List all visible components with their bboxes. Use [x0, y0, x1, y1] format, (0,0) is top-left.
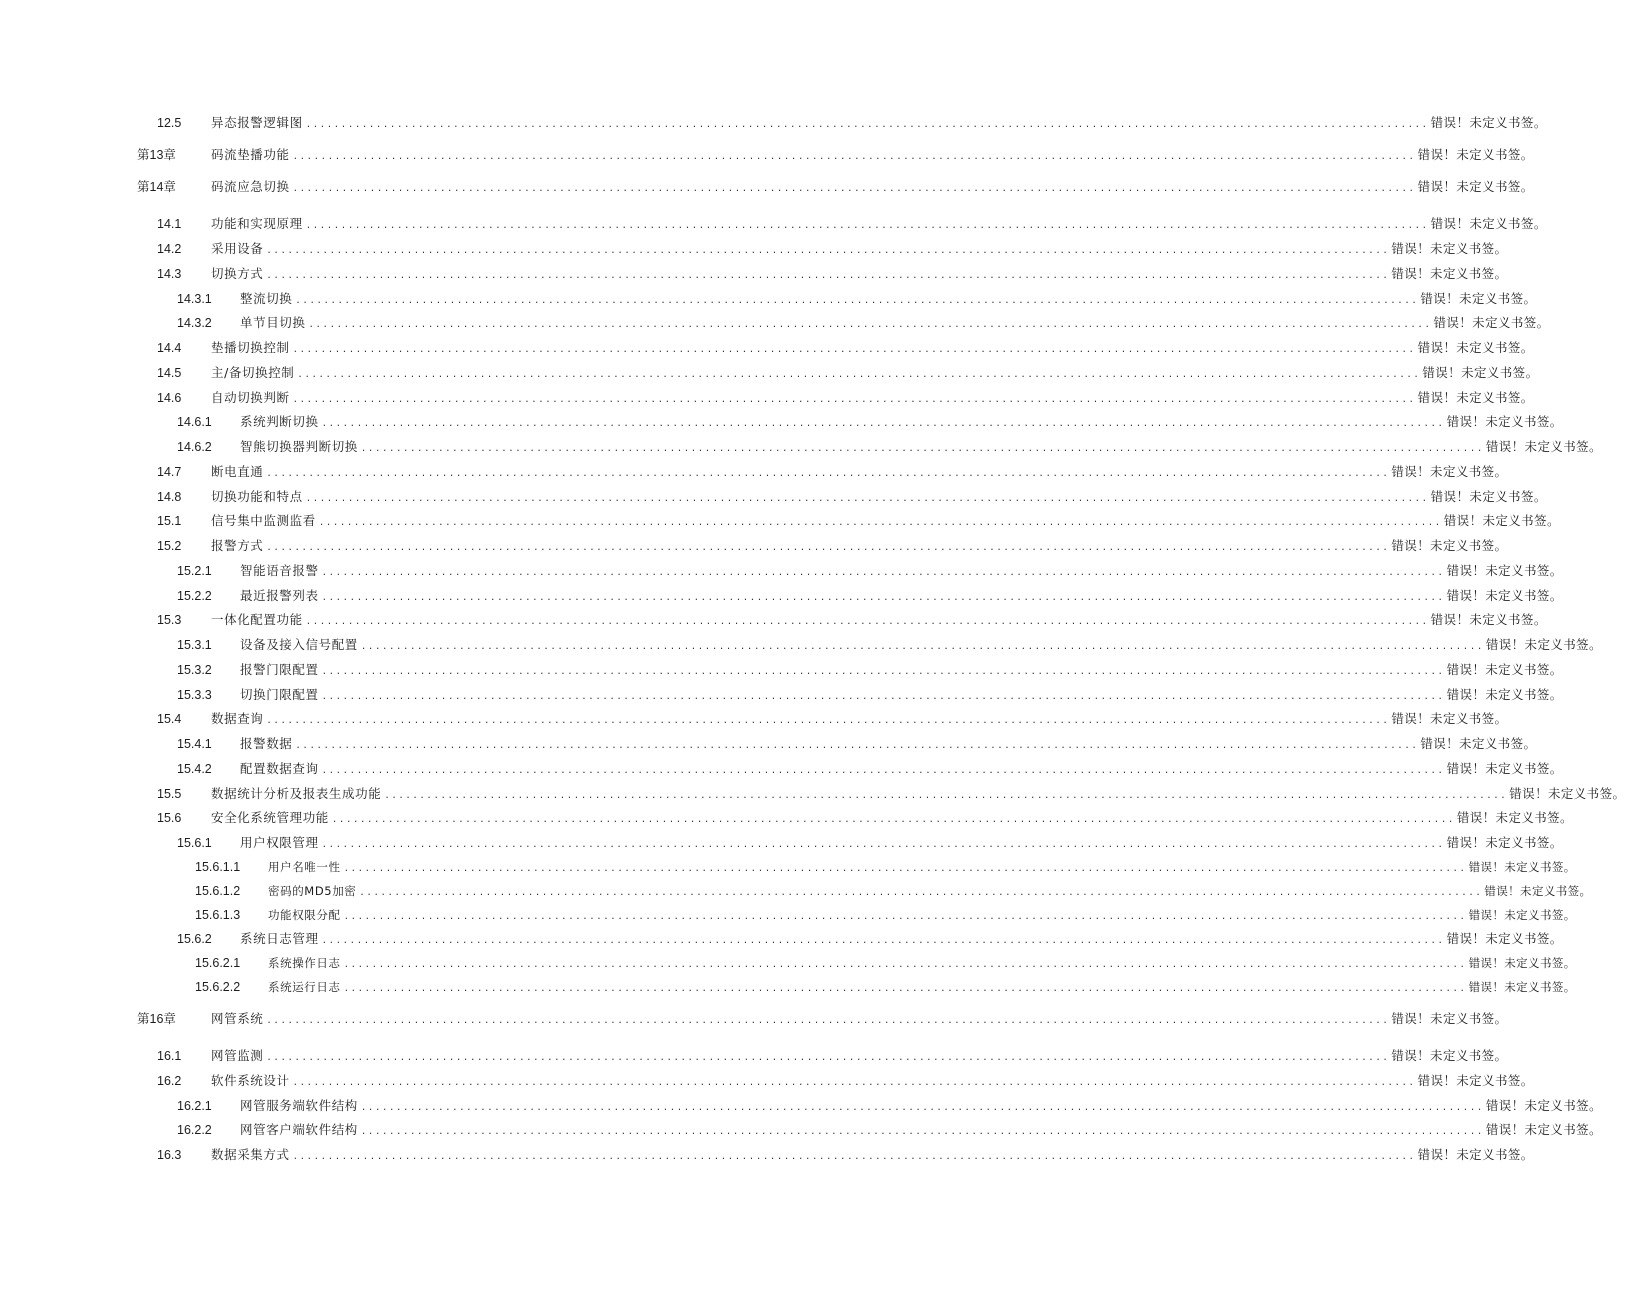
toc-entry[interactable]	[157, 388, 1534, 408]
toc-entry-page-ref: 错误！未定义书签。	[1446, 761, 1563, 776]
toc-entry[interactable]	[157, 511, 1560, 531]
toc-entry-title: 整流切换	[240, 291, 293, 306]
toc-entry-number: 14.6	[157, 391, 182, 405]
toc-entry-number: 14.6.2	[177, 440, 212, 454]
toc-entry-page-ref: 错误！未定义书签。	[1446, 563, 1563, 578]
toc-entry[interactable]	[157, 784, 1625, 804]
toc-entry[interactable]	[177, 1096, 1602, 1116]
toc-entry-page-ref: 错误！未定义书签。	[1446, 588, 1563, 603]
toc-entry-page-ref: 错误！未定义书签。	[1484, 884, 1592, 898]
toc-entry-page-ref: 错误！未定义书签。	[1446, 835, 1563, 850]
toc-entry-number: 16.2.2	[177, 1123, 212, 1137]
toc-entry-page-ref: 错误！未定义书签。	[1420, 291, 1537, 306]
toc-entry-number: 15.4	[157, 712, 182, 726]
toc-entry[interactable]	[177, 660, 1563, 680]
toc-entry-page-ref: 错误！未定义书签。	[1443, 513, 1560, 528]
toc-dot-leader: ................................................................................................................................................................	[292, 152, 1416, 162]
toc-entry-page-ref: 错误！未定义书签。	[1446, 414, 1563, 429]
toc-dot-leader: ................................................................................................................................................................	[321, 593, 1445, 603]
toc-entry-title: 网管客户端软件结构	[240, 1122, 358, 1137]
toc-entry-page-ref: 错误！未定义书签。	[1468, 860, 1576, 874]
toc-entry[interactable]	[177, 759, 1563, 779]
toc-entry-page-ref: 错误！未定义书签。	[1468, 908, 1576, 922]
toc-entry[interactable]	[157, 363, 1539, 383]
toc-entry-page-ref: 错误！未定义书签。	[1430, 489, 1547, 504]
toc-entry-title: 网管监测	[211, 1048, 264, 1063]
toc-entry-number: 14.5	[157, 366, 182, 380]
toc-entry-title: 功能和实现原理	[211, 216, 303, 231]
toc-entry-title: 报警门限配置	[240, 662, 319, 677]
toc-entry-title: 密码的MD5加密	[268, 884, 357, 898]
toc-entry-title: 报警方式	[211, 538, 264, 553]
toc-entry[interactable]	[157, 610, 1547, 630]
toc-entry-title: 切换门限配置	[240, 687, 319, 702]
toc-dot-leader: ................................................................................................................................................................	[305, 494, 1429, 504]
toc-entry-page-ref: 错误！未定义书签。	[1446, 662, 1563, 677]
toc-entry-page-ref: 错误！未定义书签。	[1430, 216, 1547, 231]
toc-dot-leader: ................................................................................................................................................................	[321, 936, 1445, 946]
toc-entry[interactable]	[177, 929, 1563, 949]
toc-entry-title: 智能语音报警	[240, 563, 319, 578]
toc-entry-number: 15.6.2	[177, 932, 212, 946]
toc-dot-leader: ................................................................................................................................................................	[297, 370, 1421, 380]
toc-entry[interactable]	[195, 881, 1592, 901]
toc-entry-title: 一体化配置功能	[211, 612, 303, 627]
toc-dot-leader: ................................................................................................................................................................	[359, 888, 1483, 898]
toc-dot-leader: ................................................................................................................................................................	[360, 642, 1484, 652]
toc-entry-number: 14.4	[157, 341, 182, 355]
toc-entry-page-ref: 错误！未定义书签。	[1391, 266, 1508, 281]
toc-dot-leader: ................................................................................................................................................................	[321, 692, 1445, 702]
toc-entry-title: 信号集中监测监看	[211, 513, 316, 528]
toc-dot-leader: ................................................................................................................................................................	[266, 716, 1390, 726]
toc-entry-page-ref: 错误！未定义书签。	[1433, 315, 1550, 330]
toc-dot-leader: ................................................................................................................................................................	[305, 221, 1429, 231]
toc-entry-number: 16.2.1	[177, 1099, 212, 1113]
toc-entry-title: 采用设备	[211, 241, 264, 256]
toc-dot-leader: ................................................................................................................................................................	[360, 444, 1484, 454]
toc-entry[interactable]	[157, 1071, 1534, 1091]
toc-entry-title: 报警数据	[240, 736, 293, 751]
toc-entry-number: 14.3.2	[177, 316, 212, 330]
toc-entry[interactable]	[157, 264, 1508, 284]
toc-entry-title: 码流垫播功能	[211, 147, 290, 162]
toc-entry[interactable]	[177, 685, 1563, 705]
toc-dot-leader: ................................................................................................................................................................	[343, 912, 1467, 922]
toc-entry[interactable]	[137, 1009, 1508, 1029]
toc-dot-leader: ................................................................................................................................................................	[305, 617, 1429, 627]
toc-entry-page-ref: 错误！未定义书签。	[1485, 1122, 1602, 1137]
toc-entry-page-ref: 错误！未定义书签。	[1391, 241, 1508, 256]
toc-entry-page-ref: 错误！未定义书签。	[1391, 1048, 1508, 1063]
toc-entry-number: 15.3	[157, 613, 182, 627]
toc-entry-page-ref: 错误！未定义书签。	[1417, 390, 1534, 405]
toc-dot-leader: ................................................................................................................................................................	[292, 345, 1416, 355]
toc-entry-page-ref: 错误！未定义书签。	[1391, 1011, 1508, 1026]
toc-entry-page-ref: 错误！未定义书签。	[1430, 612, 1547, 627]
toc-entry[interactable]	[157, 808, 1573, 828]
toc-entry[interactable]	[195, 977, 1576, 997]
toc-entry-title: 网管服务端软件结构	[240, 1098, 358, 1113]
toc-dot-leader: ................................................................................................................................................................	[266, 1053, 1390, 1063]
toc-entry-page-ref: 错误！未定义书签。	[1446, 931, 1563, 946]
toc-entry-page-ref: 错误！未定义书签。	[1417, 179, 1534, 194]
toc-entry-number: 14.8	[157, 490, 182, 504]
toc-dot-leader: ................................................................................................................................................................	[321, 667, 1445, 677]
toc-entry-title: 切换方式	[211, 266, 264, 281]
toc-entry[interactable]	[137, 177, 1534, 197]
toc-entry-title: 系统运行日志	[268, 980, 341, 994]
toc-entry-title: 用户权限管理	[240, 835, 319, 850]
toc-dot-leader: ................................................................................................................................................................	[266, 469, 1390, 479]
toc-entry-number: 第14章	[137, 180, 176, 194]
toc-entry-title: 切换功能和特点	[211, 489, 303, 504]
toc-entry-number: 15.6.2.2	[195, 980, 241, 994]
toc-entry-number: 15.6.1	[177, 836, 212, 850]
toc-entry[interactable]	[177, 586, 1563, 606]
toc-dot-leader: ................................................................................................................................................................	[321, 568, 1445, 578]
toc-entry-title: 安全化系统管理功能	[211, 810, 329, 825]
toc-dot-leader: ................................................................................................................................................................	[343, 960, 1467, 970]
toc-entry-page-ref: 错误！未定义书签。	[1422, 365, 1539, 380]
toc-dot-leader: ................................................................................................................................................................	[266, 271, 1390, 281]
toc-entry-title: 系统日志管理	[240, 931, 319, 946]
toc-entry-page-ref: 错误！未定义书签。	[1485, 1098, 1602, 1113]
toc-dot-leader: ................................................................................................................................................................	[292, 395, 1416, 405]
toc-entry[interactable]	[157, 536, 1508, 556]
toc-entry-number: 14.6.1	[177, 415, 212, 429]
toc-entry[interactable]	[177, 289, 1537, 309]
toc-dot-leader: ................................................................................................................................................................	[318, 518, 1442, 528]
toc-entry-page-ref: 错误！未定义书签。	[1456, 810, 1573, 825]
toc-entry[interactable]	[195, 953, 1576, 973]
toc-entry-title: 设备及接入信号配置	[240, 637, 358, 652]
toc-dot-leader: ................................................................................................................................................................	[292, 184, 1416, 194]
toc-entry-number: 15.2.2	[177, 589, 212, 603]
toc-entry-title: 系统操作日志	[268, 956, 341, 970]
toc-entry[interactable]	[157, 338, 1534, 358]
toc-entry-number: 14.1	[157, 217, 182, 231]
toc-entry-number: 15.6.2.1	[195, 956, 241, 970]
toc-entry[interactable]	[157, 462, 1508, 482]
toc-entry-title: 异态报警逻辑图	[211, 115, 303, 130]
toc-entry[interactable]	[177, 734, 1537, 754]
toc-entry-number: 第13章	[137, 148, 176, 162]
toc-entry[interactable]	[195, 857, 1576, 877]
toc-entry[interactable]	[177, 561, 1563, 581]
toc-dot-leader: ................................................................................................................................................................	[292, 1152, 1416, 1162]
toc-entry-page-ref: 错误！未定义书签。	[1391, 711, 1508, 726]
toc-entry-number: 15.4.1	[177, 737, 212, 751]
toc-dot-leader: ................................................................................................................................................................	[343, 984, 1467, 994]
toc-entry-number: 16.2	[157, 1074, 182, 1088]
toc-entry-page-ref: 错误！未定义书签。	[1430, 115, 1547, 130]
toc-dot-leader: ................................................................................................................................................................	[321, 840, 1445, 850]
toc-entry-page-ref: 错误！未定义书签。	[1391, 464, 1508, 479]
toc-entry[interactable]	[177, 635, 1602, 655]
toc-entry-page-ref: 错误！未定义书签。	[1417, 1147, 1534, 1162]
toc-entry-title: 自动切换判断	[211, 390, 290, 405]
toc-entry[interactable]	[177, 1120, 1602, 1140]
toc-entry[interactable]	[157, 1145, 1534, 1165]
toc-entry-title: 系统判断切换	[240, 414, 319, 429]
toc-entry-number: 16.1	[157, 1049, 182, 1063]
toc-dot-leader: ................................................................................................................................................................	[331, 815, 1455, 825]
toc-entry-number: 第16章	[137, 1012, 176, 1026]
toc-entry-number: 14.3	[157, 267, 182, 281]
toc-entry-number: 15.6.1.1	[195, 860, 241, 874]
toc-entry-number: 15.4.2	[177, 762, 212, 776]
toc-entry-title: 数据查询	[211, 711, 264, 726]
toc-entry-number: 14.3.1	[177, 292, 212, 306]
toc-entry-page-ref: 错误！未定义书签。	[1468, 956, 1576, 970]
toc-entry-title: 功能权限分配	[268, 908, 341, 922]
toc-entry-number: 15.1	[157, 514, 182, 528]
toc-entry[interactable]	[157, 214, 1547, 234]
toc-entry[interactable]	[157, 1046, 1508, 1066]
toc-dot-leader: ................................................................................................................................................................	[321, 419, 1445, 429]
toc-entry-title: 码流应急切换	[211, 179, 290, 194]
toc-entry-page-ref: 错误！未定义书签。	[1391, 538, 1508, 553]
toc-entry-number: 15.5	[157, 787, 182, 801]
toc-dot-leader: ................................................................................................................................................................	[266, 543, 1390, 553]
toc-entry-page-ref: 错误！未定义书签。	[1485, 637, 1602, 652]
toc-entry[interactable]	[157, 113, 1547, 133]
toc-entry-title: 单节目切换	[240, 315, 306, 330]
toc-entry-number: 16.3	[157, 1148, 182, 1162]
toc-entry[interactable]	[137, 145, 1534, 165]
toc-entry-number: 15.6.1.2	[195, 884, 241, 898]
toc-entry[interactable]	[195, 905, 1576, 925]
toc-entry-number: 15.3.3	[177, 688, 212, 702]
toc-entry[interactable]	[157, 709, 1508, 729]
toc-dot-leader: ................................................................................................................................................................	[384, 791, 1508, 801]
toc-dot-leader: ................................................................................................................................................................	[295, 296, 1419, 306]
toc-entry-title: 最近报警列表	[240, 588, 319, 603]
toc-entry-title: 软件系统设计	[211, 1073, 290, 1088]
toc-dot-leader: ................................................................................................................................................................	[292, 1078, 1416, 1088]
toc-dot-leader: ................................................................................................................................................................	[266, 1016, 1390, 1026]
toc-entry[interactable]	[157, 239, 1508, 259]
toc-entry[interactable]	[177, 412, 1563, 432]
toc-entry-title: 主/备切换控制	[211, 365, 295, 380]
toc-entry[interactable]	[177, 437, 1602, 457]
toc-entry-number: 14.7	[157, 465, 182, 479]
toc-entry-title: 配置数据查询	[240, 761, 319, 776]
toc-entry-title: 网管系统	[211, 1011, 264, 1026]
toc-dot-leader: ................................................................................................................................................................	[266, 246, 1390, 256]
toc-dot-leader: ................................................................................................................................................................	[360, 1103, 1484, 1113]
toc-entry-page-ref: 错误！未定义书签。	[1468, 980, 1576, 994]
toc-entry-title: 智熊切换器判断切换	[240, 439, 358, 454]
toc-entry-title: 用户名唯一性	[268, 860, 341, 874]
toc-entry-page-ref: 错误！未定义书签。	[1420, 736, 1537, 751]
toc-entry-number: 15.2	[157, 539, 182, 553]
toc-dot-leader: ................................................................................................................................................................	[305, 120, 1429, 130]
toc-dot-leader: ................................................................................................................................................................	[360, 1127, 1484, 1137]
toc-entry-page-ref: 错误！未定义书签。	[1417, 340, 1534, 355]
toc-entry[interactable]	[177, 313, 1550, 333]
toc-entry-number: 12.5	[157, 116, 182, 130]
toc-entry[interactable]	[177, 833, 1563, 853]
toc-entry-page-ref: 错误！未定义书签。	[1417, 1073, 1534, 1088]
toc-dot-leader: ................................................................................................................................................................	[295, 741, 1419, 751]
toc-entry-page-ref: 错误！未定义书签。	[1509, 786, 1625, 801]
toc-entry-page-ref: 错误！未定义书签。	[1485, 439, 1602, 454]
toc-entry-number: 15.6	[157, 811, 182, 825]
toc-entry[interactable]	[157, 487, 1547, 507]
toc-entry-title: 数据采集方式	[211, 1147, 290, 1162]
toc-dot-leader: ................................................................................................................................................................	[308, 320, 1432, 330]
toc-entry-number: 15.3.2	[177, 663, 212, 677]
toc-dot-leader: ................................................................................................................................................................	[343, 864, 1467, 874]
toc-entry-page-ref: 错误！未定义书签。	[1417, 147, 1534, 162]
toc-entry-title: 数据统计分析及报表生成功能	[211, 786, 382, 801]
toc-dot-leader: ................................................................................................................................................................	[321, 766, 1445, 776]
toc-entry-number: 15.6.1.3	[195, 908, 241, 922]
toc-entry-title: 断电直通	[211, 464, 264, 479]
toc-entry-number: 14.2	[157, 242, 182, 256]
toc-entry-number: 15.3.1	[177, 638, 212, 652]
toc-entry-page-ref: 错误！未定义书签。	[1446, 687, 1563, 702]
toc-entry-number: 15.2.1	[177, 564, 212, 578]
toc-entry-title: 垫播切换控制	[211, 340, 290, 355]
